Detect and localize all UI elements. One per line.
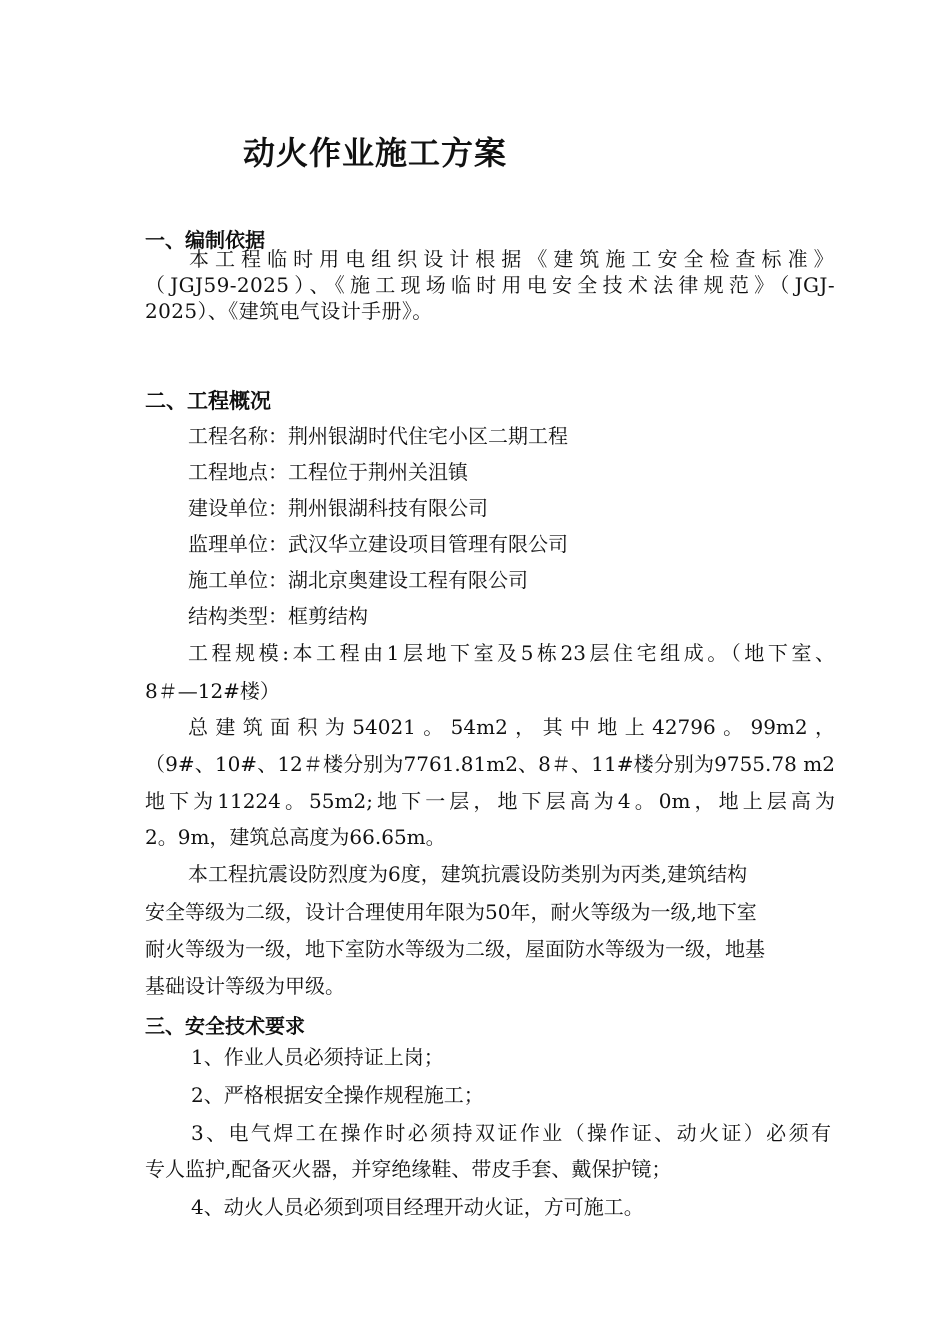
basis-line: 2025）、《建筑电气设计手册》。 xyxy=(145,299,433,323)
section-heading-safety: 三、安全技术要求 xyxy=(145,1014,305,1038)
area-line: 地下为11224。55m2;地下一层，地下层高为4。0m，地上层高为 xyxy=(145,789,835,813)
basis-paragraph xyxy=(145,246,835,324)
area-line: 总建筑面积为54021。54m2，其中地上42796。99m2， xyxy=(188,715,835,739)
safety-item-continuation: 专人监护,配备灭火器，并穿绝缘鞋、带皮手套、戴保护镜； xyxy=(145,1157,672,1181)
project-name: 工程名称：荆州银湖时代住宅小区二期工程 xyxy=(188,424,568,448)
seismic-line: 基础设计等级为甲级。 xyxy=(145,974,345,998)
basis-line: （JGJ59-2025）、《施工现场临时用电安全技术法律规范》（JGJ- xyxy=(145,273,835,297)
safety-item: 4、动火人员必须到项目经理开动火证，方可施工。 xyxy=(191,1195,644,1219)
safety-item: 2、严格根据安全操作规程施工； xyxy=(191,1083,484,1107)
project-scale-line: 工程规模:本工程由1层地下室及5栋23层住宅组成。（地下室、 xyxy=(188,641,835,665)
construction-unit: 施工单位：湖北京奥建设工程有限公司 xyxy=(188,568,528,592)
area-line: 2。9m，建筑总高度为66.65m。 xyxy=(145,825,446,849)
seismic-line: 本工程抗震设防烈度为6度，建筑抗震设防类别为丙类,建筑结构 xyxy=(188,862,748,886)
seismic-line: 安全等级为二级，设计合理使用年限为50年，耐火等级为一级,地下室 xyxy=(145,900,757,924)
project-location: 工程地点：工程位于荆州关沮镇 xyxy=(188,460,468,484)
area-line: （9#、10#、12＃楼分别为7761.81m2、8＃、11#楼分别为9755.78 m2 xyxy=(145,752,835,776)
section-heading-basis: 一、编制依据 xyxy=(145,228,265,252)
seismic-line: 耐火等级为一级，地下室防水等级为二级，屋面防水等级为一级，地基 xyxy=(145,937,765,961)
construction-owner: 建设单位：荆州银湖科技有限公司 xyxy=(188,496,488,520)
document-title: 动火作业施工方案 xyxy=(243,134,508,172)
structure-type: 结构类型：框剪结构 xyxy=(188,604,368,628)
supervision-unit: 监理单位：武汉华立建设项目管理有限公司 xyxy=(188,532,568,556)
project-scale-line: 8＃—12#楼） xyxy=(145,679,280,703)
section-heading-overview: 二、工程概况 xyxy=(145,389,271,413)
safety-item: 1、作业人员必须持证上岗； xyxy=(191,1045,444,1069)
basis-line: 本工程临时用电组织设计根据《建筑施工安全检查标准》 xyxy=(189,247,835,271)
safety-item: 3、电气焊工在操作时必须持双证作业（操作证、动火证）必须有 xyxy=(191,1121,831,1145)
